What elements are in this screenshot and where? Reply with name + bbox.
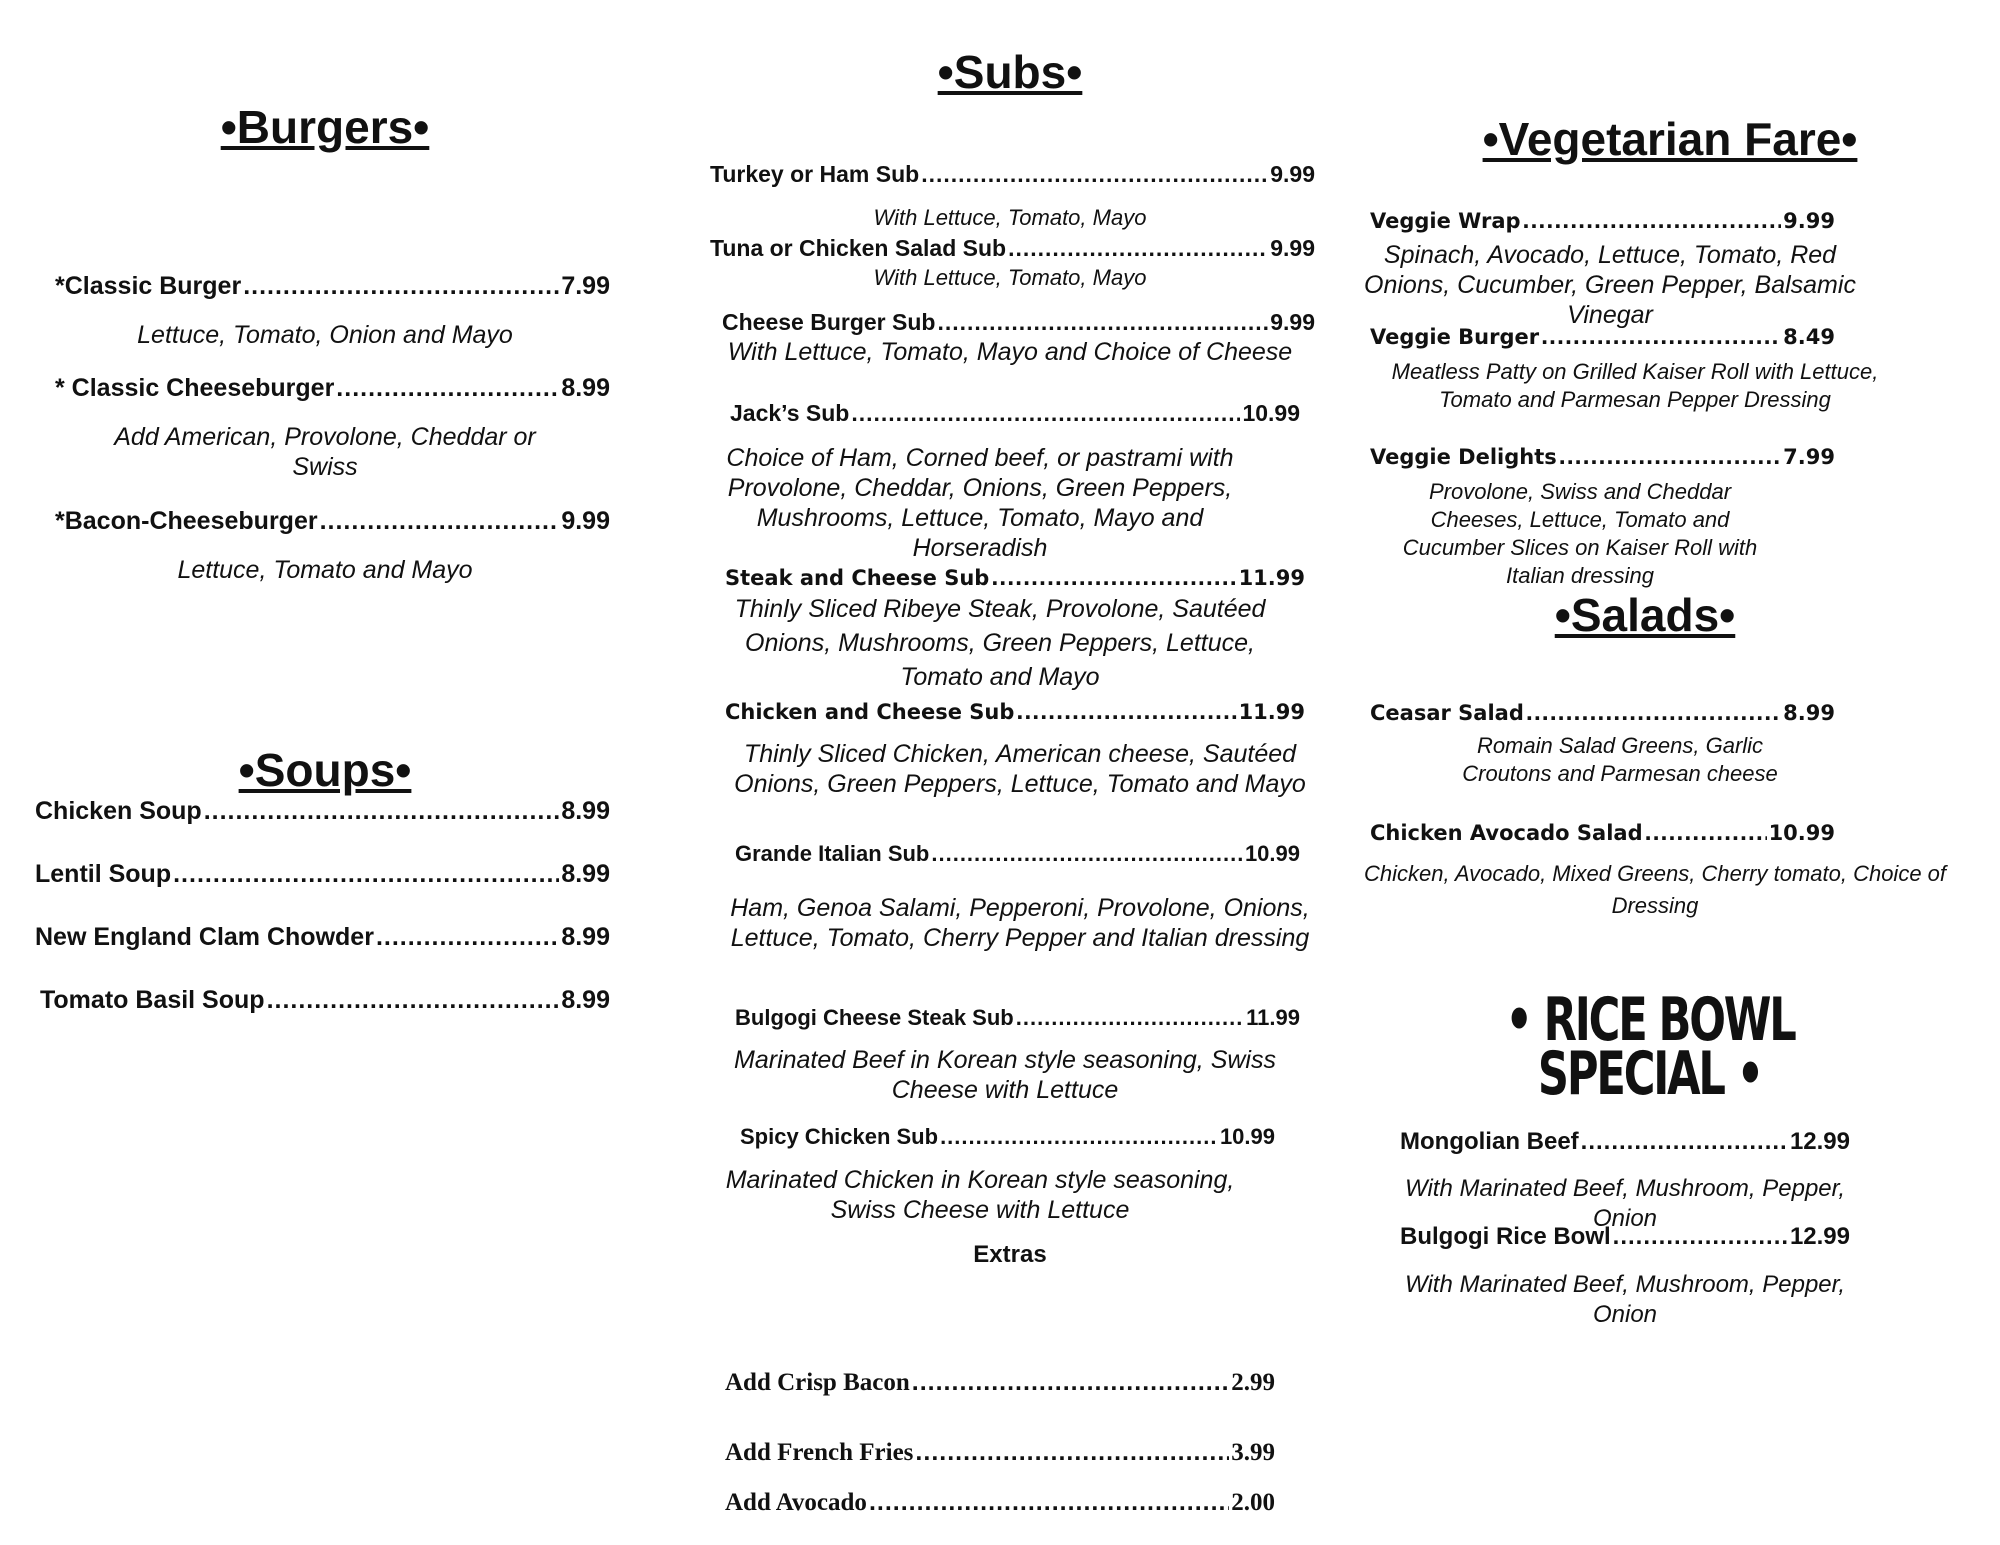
- menu-item-clam-chowder: [35, 921, 610, 953]
- item-description: Romain Salad Greens, Garlic Croutons and Parmesan cheese: [1462, 733, 1778, 786]
- item-price: 7.99: [1783, 445, 1835, 469]
- menu-item-spicy-chicken-sub: [740, 1121, 1275, 1153]
- dot-leader: [1016, 695, 1236, 727]
- item-price: 8.99: [561, 860, 610, 888]
- menu-item-chicken-cheese-sub: [725, 695, 1305, 728]
- item-price: 7.99: [561, 272, 610, 300]
- dot-leader: [320, 505, 560, 537]
- menu-item-steak-cheese-sub: [725, 561, 1305, 594]
- menu-item-tuna-chicken-salad-sub: [710, 232, 1315, 264]
- dot-leader: [1008, 232, 1268, 264]
- menu-item-chicken-soup: [35, 795, 610, 827]
- item-name: Steak and Cheese Sub: [725, 566, 990, 590]
- item-description: Meatless Patty on Grilled Kaiser Roll with Lettuce, Tomato and Parmesan Pepper Dressing: [1391, 359, 1879, 412]
- item-price: 8.99: [561, 986, 610, 1014]
- rice-bowl-special-heading: • RICE BOWL SPECIAL •: [1505, 985, 1795, 1109]
- menu-item-classic-cheeseburger: [55, 372, 610, 404]
- menu-item-veggie-delights: [1370, 440, 1835, 473]
- item-price: 8.99: [561, 374, 610, 402]
- dot-leader: [1523, 204, 1782, 236]
- soups-heading: •Soups•: [238, 744, 412, 796]
- item-name: Veggie Wrap: [1370, 209, 1521, 233]
- item-name: Jack’s Sub: [730, 400, 850, 426]
- item-price: 9.99: [1783, 209, 1835, 233]
- item-name: Chicken Avocado Salad: [1370, 821, 1643, 845]
- menu-item-add-french-fries: [725, 1436, 1275, 1469]
- menu-item-grande-italian-sub: [735, 838, 1300, 870]
- dot-leader: [1559, 440, 1781, 472]
- item-price: 11.99: [1238, 566, 1305, 590]
- item-description: Lettuce, Tomato, Onion and Mayo: [137, 321, 513, 349]
- item-name: Grande Italian Sub: [735, 841, 930, 866]
- item-price: 9.99: [1270, 235, 1315, 261]
- item-name: Add French Fries: [725, 1439, 914, 1466]
- item-name: Ceasar Salad: [1370, 701, 1524, 725]
- item-description: Lettuce, Tomato and Mayo: [177, 556, 473, 584]
- item-name: Tomato Basil Soup: [40, 986, 265, 1014]
- menu-item-bulgogi-cheese-steak-sub: [735, 1002, 1300, 1034]
- extras-heading: Extras: [973, 1241, 1047, 1268]
- item-price: 10.99: [1244, 841, 1300, 866]
- item-description: With Marinated Beef, Mushroom, Pepper, Onion: [1405, 1175, 1845, 1232]
- dot-leader: [915, 1436, 1229, 1468]
- dot-leader: [940, 1121, 1218, 1153]
- item-price: 10.99: [1768, 821, 1835, 845]
- item-name: Add Crisp Bacon: [725, 1369, 910, 1396]
- item-description: Ham, Genoa Salami, Pepperoni, Provolone, Onions, Lettuce, Tomato, Cherry Pepper and Italian dressing: [730, 894, 1310, 952]
- dot-leader: [1541, 320, 1781, 352]
- item-price: 9.99: [1270, 161, 1315, 187]
- item-description: Marinated Beef in Korean style seasoning, Swiss Cheese with Lettuce: [734, 1046, 1276, 1104]
- item-name: Veggie Burger: [1370, 325, 1540, 349]
- item-name: Chicken Soup: [35, 797, 202, 825]
- item-description: Choice of Ham, Corned beef, or pastrami with Provolone, Cheddar, Onions, Green Peppers, Mushrooms, Lettuce, Tomato, Mayo and Horseradish: [726, 444, 1234, 562]
- item-description: Thinly Sliced Ribeye Steak, Provolone, Sautéed Onions, Mushrooms, Green Peppers, Lettuce, Tomato and Mayo: [734, 595, 1266, 691]
- item-name: Bulgogi Cheese Steak Sub: [735, 1005, 1014, 1030]
- item-price: 12.99: [1789, 1128, 1850, 1155]
- item-description: Marinated Chicken in Korean style seasoning, Swiss Cheese with Lettuce: [725, 1166, 1235, 1224]
- dot-leader: [912, 1366, 1229, 1398]
- item-description: With Lettuce, Tomato, Mayo: [873, 205, 1147, 230]
- vegetarian-heading: •Vegetarian Fare•: [1482, 113, 1858, 165]
- menu-item-tomato-basil-soup: [40, 984, 610, 1016]
- dot-leader: [243, 270, 559, 302]
- dot-leader: [376, 921, 559, 953]
- dot-leader: [991, 561, 1236, 593]
- item-name: Add Avocado: [725, 1489, 867, 1516]
- dot-leader: [1645, 816, 1767, 848]
- item-price: 8.99: [561, 923, 610, 951]
- item-price: 8.49: [1783, 325, 1835, 349]
- item-description: Chicken, Avocado, Mixed Greens, Cherry tomato, Choice of Dressing: [1363, 861, 1947, 918]
- menu-item-veggie-burger: [1370, 320, 1835, 353]
- menu-item-mongolian-beef: [1400, 1126, 1850, 1158]
- item-description: Add American, Provolone, Cheddar or Swiss: [114, 423, 536, 481]
- item-description: With Marinated Beef, Mushroom, Pepper, Onion: [1405, 1271, 1845, 1328]
- menu-item-add-avocado: [725, 1486, 1275, 1519]
- item-price: 11.99: [1238, 700, 1305, 724]
- item-price: 2.99: [1231, 1369, 1275, 1396]
- burgers-heading: •Burgers•: [220, 101, 430, 153]
- item-name: Lentil Soup: [35, 860, 172, 888]
- menu-item-bacon-cheeseburger: [55, 505, 610, 537]
- menu-item-add-crisp-bacon: [725, 1366, 1275, 1399]
- item-price: 3.99: [1231, 1439, 1275, 1466]
- menu-item-veggie-wrap: [1370, 204, 1835, 237]
- subs-heading: •Subs•: [937, 46, 1083, 98]
- item-description: Spinach, Avocado, Lettuce, Tomato, Red Onions, Cucumber, Green Pepper, Balsamic Vinegar: [1364, 241, 1856, 329]
- dot-leader: [869, 1486, 1229, 1518]
- item-description: Provolone, Swiss and Cheddar Cheeses, Lettuce, Tomato and Cucumber Slices on Kaiser Roll with Italian dressing: [1402, 479, 1758, 588]
- menu-item-bulgogi-rice-bowl: [1400, 1221, 1850, 1253]
- item-name: *Bacon-Cheeseburger: [55, 507, 318, 535]
- menu-item-cheese-burger-sub: [722, 306, 1315, 338]
- dot-leader: [1526, 696, 1781, 728]
- item-description: With Lettuce, Tomato, Mayo: [873, 265, 1147, 290]
- dot-leader: [204, 795, 560, 827]
- item-name: Tuna or Chicken Salad Sub: [710, 235, 1007, 261]
- item-name: Spicy Chicken Sub: [740, 1124, 939, 1149]
- item-price: 9.99: [1270, 309, 1315, 335]
- item-description: With Lettuce, Tomato, Mayo and Choice of Cheese: [727, 338, 1293, 366]
- item-price: 8.99: [1783, 701, 1835, 725]
- dot-leader: [937, 306, 1268, 338]
- item-name: Bulgogi Rice Bowl: [1400, 1223, 1611, 1250]
- dot-leader: [173, 858, 559, 890]
- item-name: * Classic Cheeseburger: [55, 374, 335, 402]
- item-price: 8.99: [561, 797, 610, 825]
- dot-leader: [851, 397, 1240, 429]
- item-price: 12.99: [1789, 1223, 1850, 1250]
- menu-item-turkey-ham-sub: [710, 158, 1315, 190]
- item-description: Thinly Sliced Chicken, American cheese, Sautéed Onions, Green Peppers, Lettuce, Tomato and Mayo: [734, 740, 1306, 798]
- dot-leader: [921, 158, 1268, 190]
- menu-item-classic-burger: [55, 270, 610, 302]
- item-price: 10.99: [1219, 1124, 1275, 1149]
- dot-leader: [267, 984, 560, 1016]
- dot-leader: [1581, 1126, 1788, 1158]
- item-name: New England Clam Chowder: [35, 923, 374, 951]
- menu-item-lentil-soup: [35, 858, 610, 890]
- dot-leader: [931, 838, 1243, 870]
- item-price: 2.00: [1231, 1489, 1275, 1516]
- menu-item-chicken-avocado-salad: [1370, 816, 1835, 849]
- item-name: Chicken and Cheese Sub: [725, 700, 1015, 724]
- menu-item-ceasar-salad: [1370, 696, 1835, 729]
- item-name: Turkey or Ham Sub: [710, 161, 920, 187]
- item-name: Cheese Burger Sub: [722, 309, 936, 335]
- dot-leader: [1613, 1221, 1788, 1253]
- salads-heading: •Salads•: [1554, 589, 1736, 641]
- item-name: *Classic Burger: [55, 272, 242, 300]
- menu-item-jacks-sub: [730, 397, 1300, 429]
- dot-leader: [1016, 1002, 1244, 1034]
- item-price: 10.99: [1242, 400, 1300, 426]
- dot-leader: [336, 372, 559, 404]
- item-name: Mongolian Beef: [1400, 1128, 1579, 1155]
- item-name: Veggie Delights: [1370, 445, 1557, 469]
- item-price: 11.99: [1246, 1005, 1300, 1030]
- item-price: 9.99: [561, 507, 610, 535]
